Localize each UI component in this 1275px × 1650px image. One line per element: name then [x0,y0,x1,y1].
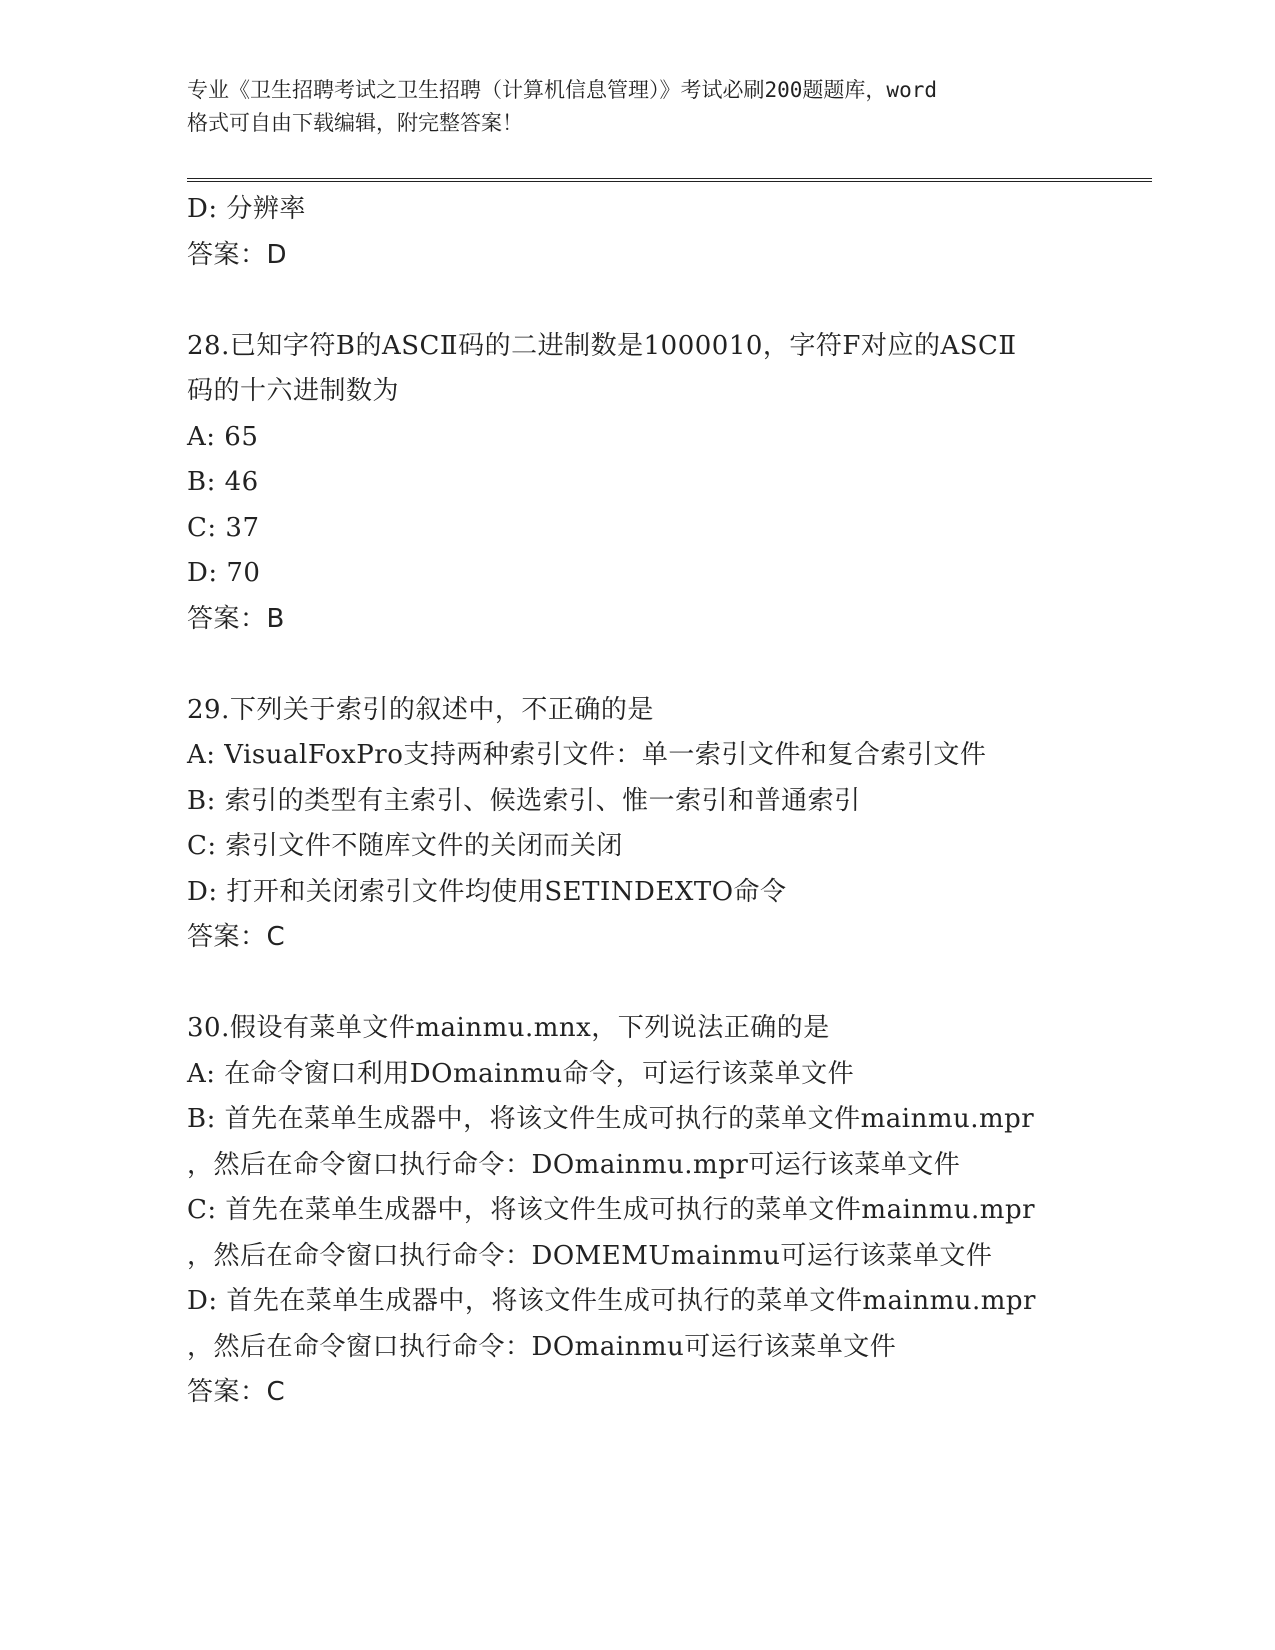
q30-option-c-line-2: ，然后在命令窗口执行命令：DOMEMUmainmu可运行该菜单文件 [187,1240,993,1271]
q28-option-c: C: 37 [187,512,260,543]
spacer [187,961,1152,1007]
question-content [187,187,1152,1416]
header-title-line-2: 格式可自由下载编辑，附完整答案！ [187,111,523,135]
spacer [187,278,1152,324]
q28-answer: 答案：B [187,603,285,634]
spacer [187,642,1152,688]
q29-answer: 答案：C [187,922,286,952]
header-title-line-1: 专业《卫生招聘考试之卫生招聘（计算机信息管理）》考试必刷200题题库，word [187,78,937,102]
q29-option-b: B: 索引的类型有主索引、候选索引、惟一索引和普通索引 [187,785,861,816]
q30-answer: 答案：C [187,1377,286,1407]
q30-option-d-line-1: D: 首先在菜单生成器中，将该文件生成可执行的菜单文件mainmu.mpr [187,1286,1036,1316]
q29-stem: 29.下列关于索引的叙述中，不正确的是 [187,694,654,725]
page-header [187,74,1087,140]
q30-option-a: A: 在命令窗口利用DOmainmu命令，可运行该菜单文件 [187,1058,855,1089]
q30-option-b-line-1: B: 首先在菜单生成器中，将该文件生成可执行的菜单文件mainmu.mpr [187,1104,1035,1134]
q28-stem-line-1: 28.已知字符B的ASCⅡ码的二进制数是1000010，字符F对应的ASCⅡ [187,330,1017,361]
q30-option-c-line-1: C: 首先在菜单生成器中，将该文件生成可执行的菜单文件mainmu.mpr [187,1195,1036,1225]
q28-option-d: D: 70 [187,558,261,588]
question-27-tail [187,187,1152,278]
q29-option-a: A: VisualFoxPro支持两种索引文件：单一索引文件和复合索引文件 [187,740,987,770]
q30-option-d-line-2: ，然后在命令窗口执行命令：DOmainmu可运行该菜单文件 [187,1331,897,1362]
q29-option-d: D: 打开和关闭索引文件均使用SETINDEXTO命令 [187,876,787,907]
document-page [187,0,1152,1650]
question-30 [187,1006,1152,1416]
q28-option-b: B: 46 [187,467,259,497]
q30-stem: 30.假设有菜单文件mainmu.mnx，下列说法正确的是 [187,1013,830,1043]
q27-answer: 答案：D [187,239,288,270]
header-double-rule [187,178,1152,182]
q28-stem-line-2: 码的十六进制数为 [187,376,400,406]
q30-option-b-line-2: ，然后在命令窗口执行命令：DOmainmu.mpr可运行该菜单文件 [187,1149,961,1180]
question-29 [187,688,1152,961]
q27-option-d: D: 分辨率 [187,194,306,224]
q28-option-a: A: 65 [187,421,259,452]
question-28 [187,324,1152,643]
q29-option-c: C: 索引文件不随库文件的关闭而关闭 [187,831,623,861]
